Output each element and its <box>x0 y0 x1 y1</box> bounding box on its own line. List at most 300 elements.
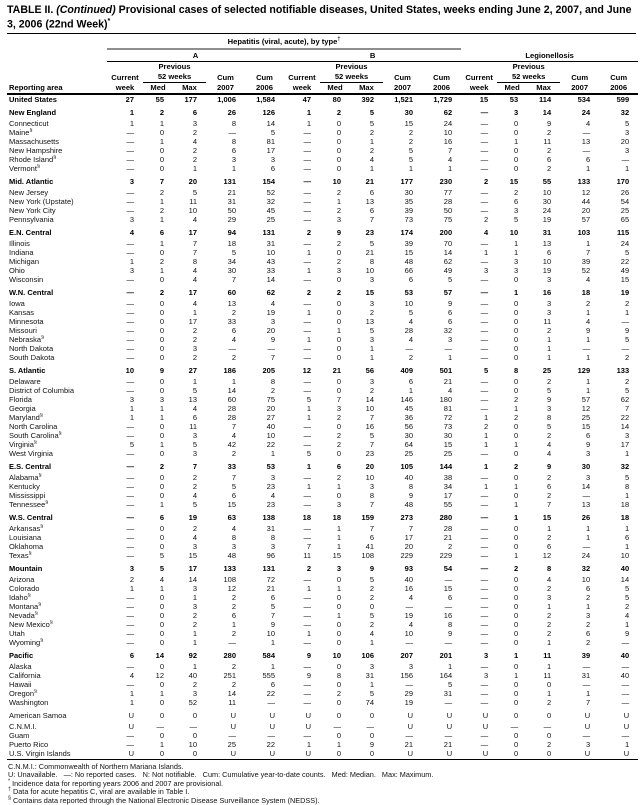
value-cell: U <box>383 749 422 760</box>
value-cell: — <box>303 421 311 431</box>
max-label-b: Max <box>350 82 383 94</box>
value-cell: 4 <box>408 334 413 344</box>
value-cell: 5 <box>408 145 413 155</box>
value-cell: 2 <box>231 352 236 362</box>
table-row <box>7 326 638 335</box>
reporting-area-cell <box>7 362 107 377</box>
value-cell: 13 <box>581 136 591 146</box>
value-cell: 7 <box>369 523 374 533</box>
value-cell: — <box>510 721 519 731</box>
reporting-area-cell <box>7 404 107 413</box>
value-cell: — <box>621 637 630 647</box>
y2006-label-a: 2006 <box>245 82 284 94</box>
value-cell: 177 <box>184 94 197 104</box>
table-row <box>7 602 638 611</box>
table-row <box>7 680 638 689</box>
reporting-area-label: Tennessee <box>9 499 46 509</box>
value-cell: 3 <box>624 430 630 440</box>
spacer-cell <box>7 49 107 62</box>
value-cell: 19 <box>188 513 197 523</box>
value-cell: — <box>303 214 311 224</box>
value-cell: — <box>228 637 236 647</box>
value-cell: 154 <box>262 177 275 187</box>
value-cell: 15 <box>620 274 630 284</box>
table-row <box>7 491 638 500</box>
value-cell: — <box>405 601 413 611</box>
value-cell: U <box>230 721 236 731</box>
value-cell: 0 <box>513 385 519 395</box>
value-cell: 21 <box>443 376 453 386</box>
value-cell: — <box>126 532 134 542</box>
value-cell: 54 <box>620 196 630 206</box>
table-row <box>7 647 638 662</box>
value-cell: 4 <box>546 448 552 458</box>
y2006-label-b: 2006 <box>422 82 461 94</box>
footnote-marker: § <box>38 601 42 608</box>
value-cell: 0 <box>546 730 552 740</box>
value-cell: 0 <box>513 316 519 326</box>
value-cell: 1 <box>231 163 236 173</box>
value-cell: 12 <box>155 670 164 680</box>
reporting-area-label: New York City <box>9 205 56 215</box>
value-cell: 0 <box>336 136 341 146</box>
value-cell: 2 <box>306 288 311 298</box>
value-cell: 62 <box>443 108 453 118</box>
value-cell: 34 <box>443 481 453 491</box>
value-cell: 8 <box>369 490 374 500</box>
value-cell: 2 <box>231 592 236 602</box>
value-cell: 6 <box>447 307 453 317</box>
value-cell: 9 <box>369 739 374 749</box>
footnote-dagger: † Data for acute hepatitis C, viral are available in Table I. <box>8 786 190 797</box>
value-cell: 21 <box>443 739 453 749</box>
value-cell: — <box>126 513 134 523</box>
value-cell: 1 <box>546 523 552 533</box>
value-cell: 31 <box>365 670 374 680</box>
table-row <box>7 500 638 509</box>
table-row <box>7 707 638 722</box>
value-cell: 8 <box>231 118 236 128</box>
page-title <box>7 4 636 31</box>
value-cell: 62 <box>443 256 453 266</box>
value-cell: 13 <box>365 196 374 206</box>
value-cell: 40 <box>188 670 197 680</box>
value-cell: 0 <box>336 730 341 740</box>
value-cell: 11 <box>543 316 552 326</box>
value-cell: 30 <box>581 462 591 472</box>
value-cell: 1 <box>585 601 591 611</box>
value-cell: 11 <box>189 421 197 431</box>
max-label-leg: Max <box>527 82 560 94</box>
table-row <box>7 344 638 353</box>
value-cell: 8 <box>447 619 453 629</box>
value-cell: — <box>480 601 489 611</box>
value-cell: 8 <box>369 256 374 266</box>
value-cell: 14 <box>443 247 453 257</box>
value-cell: 52 <box>266 187 275 197</box>
value-cell: 13 <box>542 238 552 248</box>
reporting-area-cell <box>7 215 107 224</box>
value-cell: 3 <box>129 564 134 574</box>
value-cell: 3 <box>129 177 134 187</box>
value-cell: 2 <box>624 376 630 386</box>
value-cell: 0 <box>336 661 341 671</box>
value-cell: 2 <box>336 688 341 698</box>
table-row <box>7 188 638 197</box>
table-row <box>7 722 638 731</box>
reporting-area-cell <box>7 500 107 509</box>
reporting-area-cell <box>7 94 107 104</box>
value-cell: 0 <box>336 316 341 326</box>
value-cell: — <box>480 513 489 523</box>
value-cell: 0 <box>513 163 519 173</box>
value-cell: 14 <box>227 385 236 395</box>
value-cell: U <box>623 721 630 731</box>
value-cell: 3 <box>513 108 519 118</box>
value-cell: — <box>405 730 413 740</box>
previous-label-a: Previous <box>158 62 191 72</box>
value-cell: 0 <box>159 298 164 308</box>
value-cell: 2 <box>192 610 197 620</box>
value-cell: 3 <box>270 154 275 164</box>
value-cell: 0 <box>336 274 341 284</box>
hepatitis-spanner-label: Hepatitis (viral, acute), by type <box>227 37 338 47</box>
value-cell: — <box>126 472 134 482</box>
value-cell: 9 <box>270 619 275 629</box>
value-cell: 60 <box>227 288 236 298</box>
value-cell: 2 <box>546 163 552 173</box>
value-cell: — <box>480 688 489 698</box>
spacer-cell <box>599 62 638 72</box>
value-cell: — <box>480 564 489 574</box>
group-a-header: A <box>107 49 284 62</box>
continued-label: (Continued) <box>56 4 116 16</box>
table-row <box>7 137 638 146</box>
value-cell: 273 <box>400 513 413 523</box>
value-cell: 5 <box>624 334 630 344</box>
value-cell: 7 <box>408 523 413 533</box>
value-cell: 4 <box>192 532 197 542</box>
value-cell: 9 <box>306 670 311 680</box>
current-label-leg: Current <box>465 72 493 82</box>
value-cell: 57 <box>443 288 453 298</box>
value-cell: 54 <box>443 564 453 574</box>
spacer-cell <box>245 62 284 72</box>
value-cell: 4 <box>408 316 413 326</box>
value-cell: 0 <box>336 334 341 344</box>
value-cell: 131 <box>262 228 275 238</box>
reporting-area-label: Mid. Atlantic <box>9 177 54 187</box>
value-cell: 0 <box>336 697 341 707</box>
value-cell: 43 <box>266 256 275 266</box>
value-cell: U <box>128 711 134 721</box>
value-cell: 10 <box>332 177 341 187</box>
table-row <box>7 629 638 638</box>
value-cell: 24 <box>542 205 552 215</box>
value-cell: 2 <box>231 628 236 638</box>
value-cell: 0 <box>159 145 164 155</box>
value-cell: 1 <box>336 541 341 551</box>
value-cell: 28 <box>443 196 453 206</box>
dagger-marker: † <box>337 36 341 43</box>
value-cell: 6 <box>546 154 552 164</box>
value-cell: 5 <box>192 187 197 197</box>
value-cell: 230 <box>439 177 453 187</box>
value-cell: 19 <box>266 307 275 317</box>
value-cell: 1 <box>624 448 630 458</box>
value-cell: — <box>126 592 134 602</box>
value-cell: 0 <box>159 679 164 689</box>
value-cell: 1 <box>129 256 134 266</box>
value-cell: 1 <box>624 307 630 317</box>
value-cell: 72 <box>443 412 453 422</box>
value-cell: 186 <box>223 366 236 376</box>
value-cell: 2 <box>447 541 453 551</box>
value-cell: 53 <box>509 94 519 104</box>
value-cell: 2 <box>129 574 134 584</box>
value-cell: 2 <box>546 583 552 593</box>
value-cell: — <box>303 601 311 611</box>
reporting-area-label: Colorado <box>9 583 40 593</box>
value-cell: 14 <box>365 394 374 404</box>
value-cell: 0 <box>159 472 164 482</box>
value-cell: 2 <box>336 288 341 298</box>
value-cell: 45 <box>404 403 413 413</box>
value-cell: 5 <box>624 385 630 395</box>
value-cell: 15 <box>404 247 413 257</box>
value-cell: — <box>303 145 311 155</box>
value-cell: 2 <box>336 108 341 118</box>
value-cell: 10 <box>542 187 552 197</box>
value-cell: — <box>303 238 311 248</box>
value-cell: 4 <box>408 619 413 629</box>
value-cell: — <box>582 343 591 353</box>
value-cell: 5 <box>408 154 413 164</box>
value-cell: — <box>480 352 489 362</box>
value-cell: 1 <box>513 651 519 661</box>
y2007-label-leg: 2007 <box>560 82 599 94</box>
value-cell: — <box>126 325 134 335</box>
value-cell: 9 <box>624 325 630 335</box>
value-cell: 9 <box>408 490 413 500</box>
value-cell: 39 <box>404 238 413 248</box>
value-cell: 2 <box>585 637 591 647</box>
value-cell: 0 <box>159 637 164 647</box>
table-row <box>7 575 638 584</box>
value-cell: 2 <box>192 679 197 689</box>
reporting-area-label: Ohio <box>9 265 25 275</box>
value-cell: 6 <box>447 592 453 602</box>
reporting-area-cell <box>7 353 107 362</box>
reporting-area-label: Michigan <box>9 256 40 266</box>
reporting-area-cell <box>7 377 107 386</box>
value-cell: 0 <box>336 352 341 362</box>
value-cell: 1 <box>306 265 311 275</box>
reporting-area-label: Guam <box>9 730 30 740</box>
value-cell: 75 <box>266 394 275 404</box>
value-cell: 31 <box>266 238 275 248</box>
value-cell: — <box>126 205 134 215</box>
value-cell: 4 <box>546 439 552 449</box>
reporting-area-label: California <box>9 670 41 680</box>
table-row <box>7 128 638 137</box>
value-cell: 15 <box>332 550 341 560</box>
value-cell: 9 <box>270 334 275 344</box>
value-cell: 1 <box>129 403 134 413</box>
value-cell: 2 <box>624 601 630 611</box>
value-cell: — <box>480 448 489 458</box>
value-cell: 1 <box>306 334 311 344</box>
reporting-area-label: Delaware <box>9 376 41 386</box>
value-cell: 6 <box>336 462 341 472</box>
value-cell: 2 <box>513 394 519 404</box>
value-cell: 1 <box>483 439 489 449</box>
spacer-cell <box>422 62 461 72</box>
value-cell: 5 <box>369 325 374 335</box>
value-cell: 2 <box>159 462 164 472</box>
reporting-area-label: U.S. Virgin Islands <box>9 748 71 758</box>
value-cell: 32 <box>620 462 630 472</box>
value-cell: 1 <box>513 136 519 146</box>
footnote-marker: § <box>34 688 37 695</box>
value-cell: 8 <box>270 532 275 542</box>
value-cell: 60 <box>227 394 236 404</box>
value-cell: — <box>126 628 134 638</box>
value-cell: 0 <box>159 385 164 395</box>
week-label-b: week <box>284 82 320 94</box>
reporting-area-cell <box>7 671 107 680</box>
value-cell: 207 <box>400 651 413 661</box>
header-row-groups <box>7 49 638 62</box>
table-row <box>7 266 638 275</box>
value-cell: 229 <box>439 550 453 560</box>
value-cell: 3 <box>483 651 489 661</box>
reporting-area-label: W.S. Central <box>9 513 53 523</box>
value-cell: 21 <box>227 187 236 197</box>
table-row <box>7 620 638 629</box>
reporting-area-cell <box>7 620 107 629</box>
value-cell: 10 <box>542 256 552 266</box>
value-cell: 129 <box>577 366 591 376</box>
value-cell: 0 <box>159 334 164 344</box>
value-cell: 15 <box>227 499 236 509</box>
value-cell: 6 <box>231 325 236 335</box>
table-row <box>7 662 638 671</box>
reporting-area-label: New York (Upstate) <box>9 196 74 206</box>
value-cell: — <box>480 730 489 740</box>
value-cell: 0 <box>159 490 164 500</box>
footnote-marker: § <box>39 412 43 419</box>
value-cell: 14 <box>620 421 630 431</box>
value-cell: 75 <box>443 214 453 224</box>
value-cell: 6 <box>270 592 275 602</box>
value-cell: 2 <box>192 481 197 491</box>
value-cell: 6 <box>129 651 134 661</box>
value-cell: 16 <box>365 421 374 431</box>
value-cell: 1 <box>159 196 164 206</box>
spacer-cell <box>461 35 638 49</box>
value-cell: 0 <box>336 490 341 500</box>
value-cell: 0 <box>369 711 374 721</box>
value-cell: 0 <box>513 430 519 440</box>
value-cell: 80 <box>332 94 341 104</box>
value-cell: 5 <box>546 385 552 395</box>
table-row <box>7 560 638 575</box>
value-cell: 2 <box>546 472 552 482</box>
value-cell: 4 <box>585 274 591 284</box>
cum-label-b-2006: Cum <box>433 72 450 82</box>
reporting-area-cell <box>7 248 107 257</box>
spacer-cell <box>7 72 107 83</box>
value-cell: 22 <box>266 739 275 749</box>
value-cell: — <box>303 163 311 173</box>
value-cell: 6 <box>546 247 552 257</box>
value-cell: 7 <box>546 499 552 509</box>
reporting-area-cell <box>7 449 107 458</box>
value-cell: — <box>480 118 489 128</box>
value-cell: 0 <box>159 697 164 707</box>
y2007-label-a: 2007 <box>206 82 245 94</box>
value-cell: 0 <box>513 523 519 533</box>
value-cell: 106 <box>361 651 374 661</box>
current-label-b: Current <box>288 72 316 82</box>
value-cell: 1 <box>513 439 519 449</box>
value-cell: 15 <box>542 513 552 523</box>
value-cell: 10 <box>404 298 413 308</box>
value-cell: 3 <box>129 265 134 275</box>
value-cell: 0 <box>159 316 164 326</box>
value-cell: — <box>126 661 134 671</box>
title-week: (22nd Week) <box>45 18 108 31</box>
value-cell: 19 <box>404 610 413 620</box>
value-cell: 30 <box>542 196 552 206</box>
star-marker: * <box>8 778 11 785</box>
reporting-area-label: Iowa <box>9 298 25 308</box>
value-cell: 2 <box>369 592 374 602</box>
reporting-area-label: E.N. Central <box>9 228 52 238</box>
table-row <box>7 698 638 707</box>
table-row <box>7 284 638 299</box>
value-cell: 1 <box>159 265 164 275</box>
value-cell: — <box>480 316 489 326</box>
reporting-area-cell <box>7 731 107 740</box>
reporting-area-label: Oklahoma <box>9 541 44 551</box>
value-cell: 4 <box>546 574 552 584</box>
reporting-area-cell <box>7 680 107 689</box>
value-cell: 0 <box>336 628 341 638</box>
value-cell: 18 <box>302 513 311 523</box>
value-cell: 0 <box>527 749 560 760</box>
value-cell: 0 <box>513 352 519 362</box>
value-cell: 6 <box>624 532 630 542</box>
value-cell: 5 <box>369 574 374 584</box>
value-cell: — <box>543 721 552 731</box>
value-cell: 0 <box>513 448 519 458</box>
value-cell: — <box>303 730 311 740</box>
reporting-area-label: Massachusetts <box>9 136 60 146</box>
value-cell: 6 <box>231 490 236 500</box>
value-cell: 0 <box>513 532 519 542</box>
value-cell: — <box>126 481 134 491</box>
value-cell: 0 <box>336 154 341 164</box>
footnote-marker: § <box>36 163 40 170</box>
value-cell: 0 <box>159 307 164 317</box>
value-cell: 7 <box>369 439 374 449</box>
value-cell: 3 <box>192 688 197 698</box>
spacer-cell <box>461 62 497 72</box>
reporting-area-cell <box>7 317 107 326</box>
reporting-area-cell <box>7 611 107 620</box>
